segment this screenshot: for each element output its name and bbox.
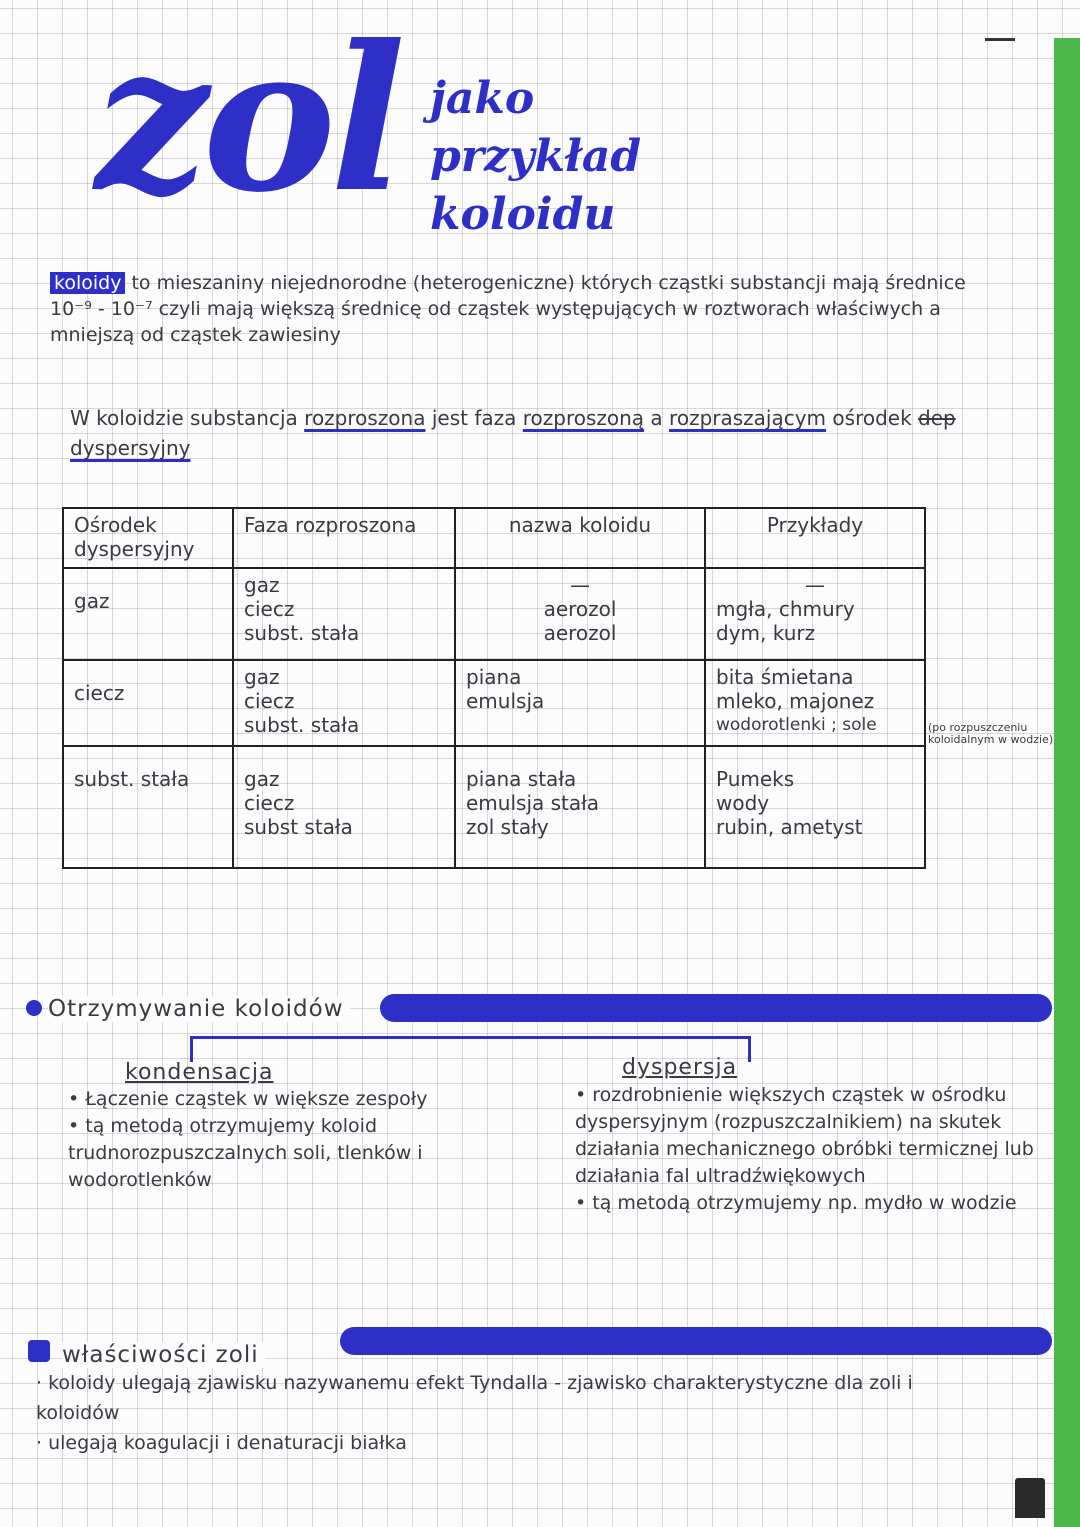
cell-line: gaz: [244, 767, 280, 791]
table-side-note: (po rozpuszczeniu koloidalnym w wodzie): [928, 721, 1054, 746]
cell-line: Pumeks: [716, 767, 795, 791]
phases-dispersant: rozpraszającym: [669, 406, 827, 430]
cell-line: gaz: [244, 665, 280, 689]
cell-line: emulsja: [466, 689, 545, 713]
cell-line: dym, kurz: [716, 621, 816, 645]
table-cell-names: [455, 660, 705, 746]
cell-line: emulsja stała: [466, 791, 600, 815]
cell-line: ciecz: [244, 791, 295, 815]
section-title: właściwości zoli: [62, 1342, 265, 1368]
bullet-dot: [28, 1340, 50, 1362]
cell-line: ciecz: [244, 689, 295, 713]
notebook-edge: [1054, 38, 1080, 1527]
table-header: Faza rozproszona: [233, 508, 455, 568]
cell-line: piana: [466, 665, 522, 689]
kondensacja-list: [68, 1086, 518, 1194]
definition-term: koloidy: [50, 272, 125, 294]
table-cell-phases: [233, 746, 455, 868]
table-header: Ośrodek dyspersyjny: [63, 508, 233, 568]
cell-line: ciecz: [244, 597, 295, 621]
cell-line: subst. stała: [244, 713, 360, 737]
cell-line: mleko, majonez: [716, 689, 875, 713]
table-cell-examples: [705, 660, 925, 746]
cell-line: aerozol: [543, 597, 617, 621]
cell-line: rubin, ametyst: [716, 815, 863, 839]
subtitle-line-1: jako: [430, 73, 535, 124]
table-row: [63, 568, 925, 660]
page-mark: [985, 38, 1015, 41]
cell-line: wody: [716, 791, 770, 815]
cell-line: piana stała: [466, 767, 577, 791]
cell-line: mgła, chmury: [716, 597, 855, 621]
phases-paragraph: [70, 403, 970, 463]
table-cell-names: [455, 746, 705, 868]
phases-medium-word2: dyspersyjny: [70, 436, 191, 460]
cell-line: wodorotlenki ; sole: [716, 715, 877, 735]
table-cell-names: [455, 568, 705, 660]
corner-mark: [1015, 1478, 1045, 1518]
table-cell-examples: [705, 746, 925, 868]
highlight-bar: [340, 1327, 1052, 1355]
dyspersja-list: [575, 1082, 1045, 1217]
cell-line: —: [805, 573, 825, 597]
list-item: • tą metodą otrzymujemy koloid trudnorozpuszczalnych soli, tlenków i wodorotlenków: [68, 1115, 423, 1191]
phases-and: a: [650, 406, 663, 430]
table-header-row: [63, 508, 925, 568]
cell-line: gaz: [244, 573, 280, 597]
table-cell-medium: ciecz: [63, 660, 233, 746]
bullet-dot: [26, 1000, 42, 1016]
definition-text: to mieszaniny niejednorodne (heterogeniczne) których cząstki substancji mają średnice 10⁻⁹ - 10⁻⁷ czyli mają większą średnicę od cząstek występujących w roztworach właściwych a mniejszą od cząstek zawiesiny: [50, 272, 966, 346]
definition-paragraph: [50, 270, 980, 348]
table-cell-phases: [233, 660, 455, 746]
cell-line: subst stała: [244, 815, 353, 839]
list-item: • Łączenie cząstek w większe zespoły: [68, 1088, 428, 1110]
page-title: zol: [95, 2, 400, 237]
table-row: [63, 746, 925, 868]
list-item: · ulegają koagulacji i denaturacji białka: [36, 1432, 407, 1454]
phases-mid: jest faza: [431, 406, 517, 430]
section-title: Otrzymywanie koloidów: [48, 996, 350, 1022]
subtitle-line-3: koloidu: [430, 189, 616, 240]
page-subtitle: [430, 70, 641, 244]
list-item: · koloidy ulegają zjawisku nazywanemu efekt Tyndalla - zjawisko charakterystyczne dla zoli i koloidów: [36, 1372, 913, 1424]
phases-crossed: dep: [918, 406, 956, 430]
table-cell-phases: [233, 568, 455, 660]
bracket-line: [190, 1036, 750, 1039]
phases-lead: W koloidzie substancja: [70, 406, 298, 430]
properties-list: [36, 1368, 996, 1458]
cell-line: subst. stała: [244, 621, 360, 645]
bracket-line: [190, 1036, 193, 1062]
table-header: nazwa koloidu: [455, 508, 705, 568]
table-cell-medium: gaz: [63, 568, 233, 660]
table-cell-examples: [705, 568, 925, 660]
table-header: Przykłady: [705, 508, 925, 568]
colloid-table: [62, 507, 926, 869]
kondensacja-heading: kondensacja: [125, 1060, 274, 1085]
cell-line: aerozol: [543, 621, 617, 645]
phases-dispersed: rozproszona: [304, 406, 426, 430]
cell-line: bita śmietana: [716, 665, 854, 689]
subtitle-line-2: przykład: [430, 131, 642, 182]
table-row: [63, 660, 925, 746]
table-cell-medium: subst. stała: [63, 746, 233, 868]
bracket-line: [748, 1036, 751, 1062]
phases-medium-word: ośrodek: [832, 406, 912, 430]
cell-line: —: [570, 573, 590, 597]
highlight-bar: [380, 994, 1052, 1022]
cell-line: zol stały: [466, 815, 549, 839]
list-item: • rozdrobnienie większych cząstek w ośrodku dyspersyjnym (rozpuszczalnikiem) na skutek działania mechanicznego obróbki termicznej lub działania fal ultradźwiękowych: [575, 1084, 1034, 1187]
list-item: • tą metodą otrzymujemy np. mydło w wodzie: [575, 1192, 1017, 1214]
phases-dispersed2: rozproszoną: [522, 406, 645, 430]
dyspersja-heading: dyspersja: [622, 1055, 738, 1080]
